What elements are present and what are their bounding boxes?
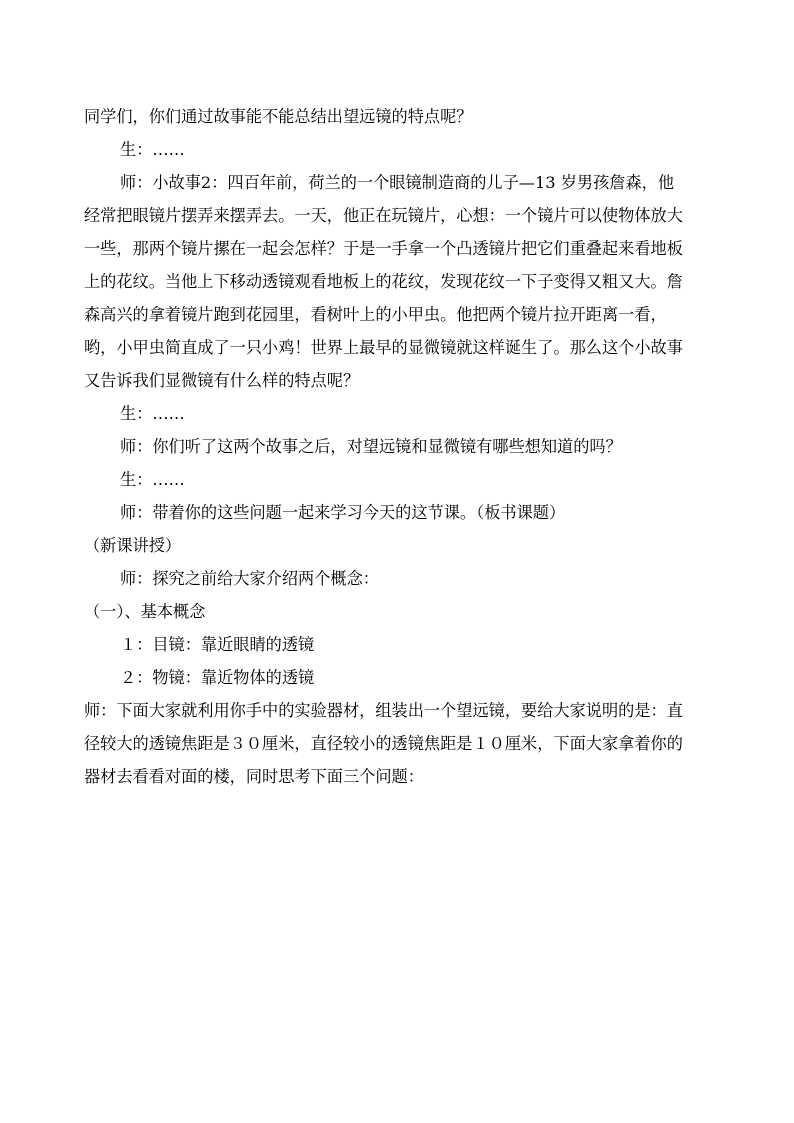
paragraph-story-2: 师：小故事2：四百年前，荷兰的一个眼镜制造商的儿子—13 岁男孩詹森，他经常把眼镜片摆弄来摆弄去。一天，他正在玩镜片，心想：一个镜片可以使物体放大一些，那两个镜片摞在一起会怎样？于是一手拿一个凸透镜片把它们重叠起来看地板上的花纹。当他上下移动透镜观看地板上的花纹，发现花纹一下子变得又粗又大。詹森高兴的拿着镜片跑到花园里，看树叶上的小甲虫。他把两个镜片拉开距离一看，哟，小甲虫简直成了一只小鸡！世界上最早的显微镜就这样诞生了。那么这个小故事又告诉我们显微镜有什么样的特点呢？	[84, 173, 683, 390]
paragraph-intro-question: 同学们，你们通过故事能不能总结出望远镜的特点呢？	[84, 107, 473, 126]
paragraph-student-reply-3: 生：……	[120, 470, 185, 489]
section-heading-basic-concepts: （一）、基本概念	[84, 602, 206, 621]
list-item-eyepiece: １：目镜：靠近眼睛的透镜	[120, 635, 315, 654]
paragraph-student-reply-1: 生：……	[120, 140, 185, 159]
paragraph-concepts-intro: 师：探究之前给大家介绍两个概念：	[120, 569, 379, 588]
section-heading-new-lesson: （新课讲授）	[84, 536, 182, 555]
document-body	[84, 100, 684, 793]
list-item-objective: ２：物镜：靠近物体的透镜	[120, 668, 315, 687]
paragraph-experiment-instructions: 师：下面大家就利用你手中的实验器材，组装出一个望远镜，要给大家说明的是：直径较大的透镜焦距是３０厘米，直径较小的透镜焦距是１０厘米，下面大家拿着你的器材去看看对面的楼，同时思考下面三个问题：	[84, 701, 683, 786]
paragraph-teacher-question: 师：你们听了这两个故事之后，对望远镜和显微镜有哪些想知道的吗？	[120, 437, 622, 456]
paragraph-teacher-topic: 师：带着你的这些问题一起来学习今天的这节课。（板书课题）	[120, 503, 566, 522]
paragraph-student-reply-2: 生：……	[120, 404, 185, 423]
